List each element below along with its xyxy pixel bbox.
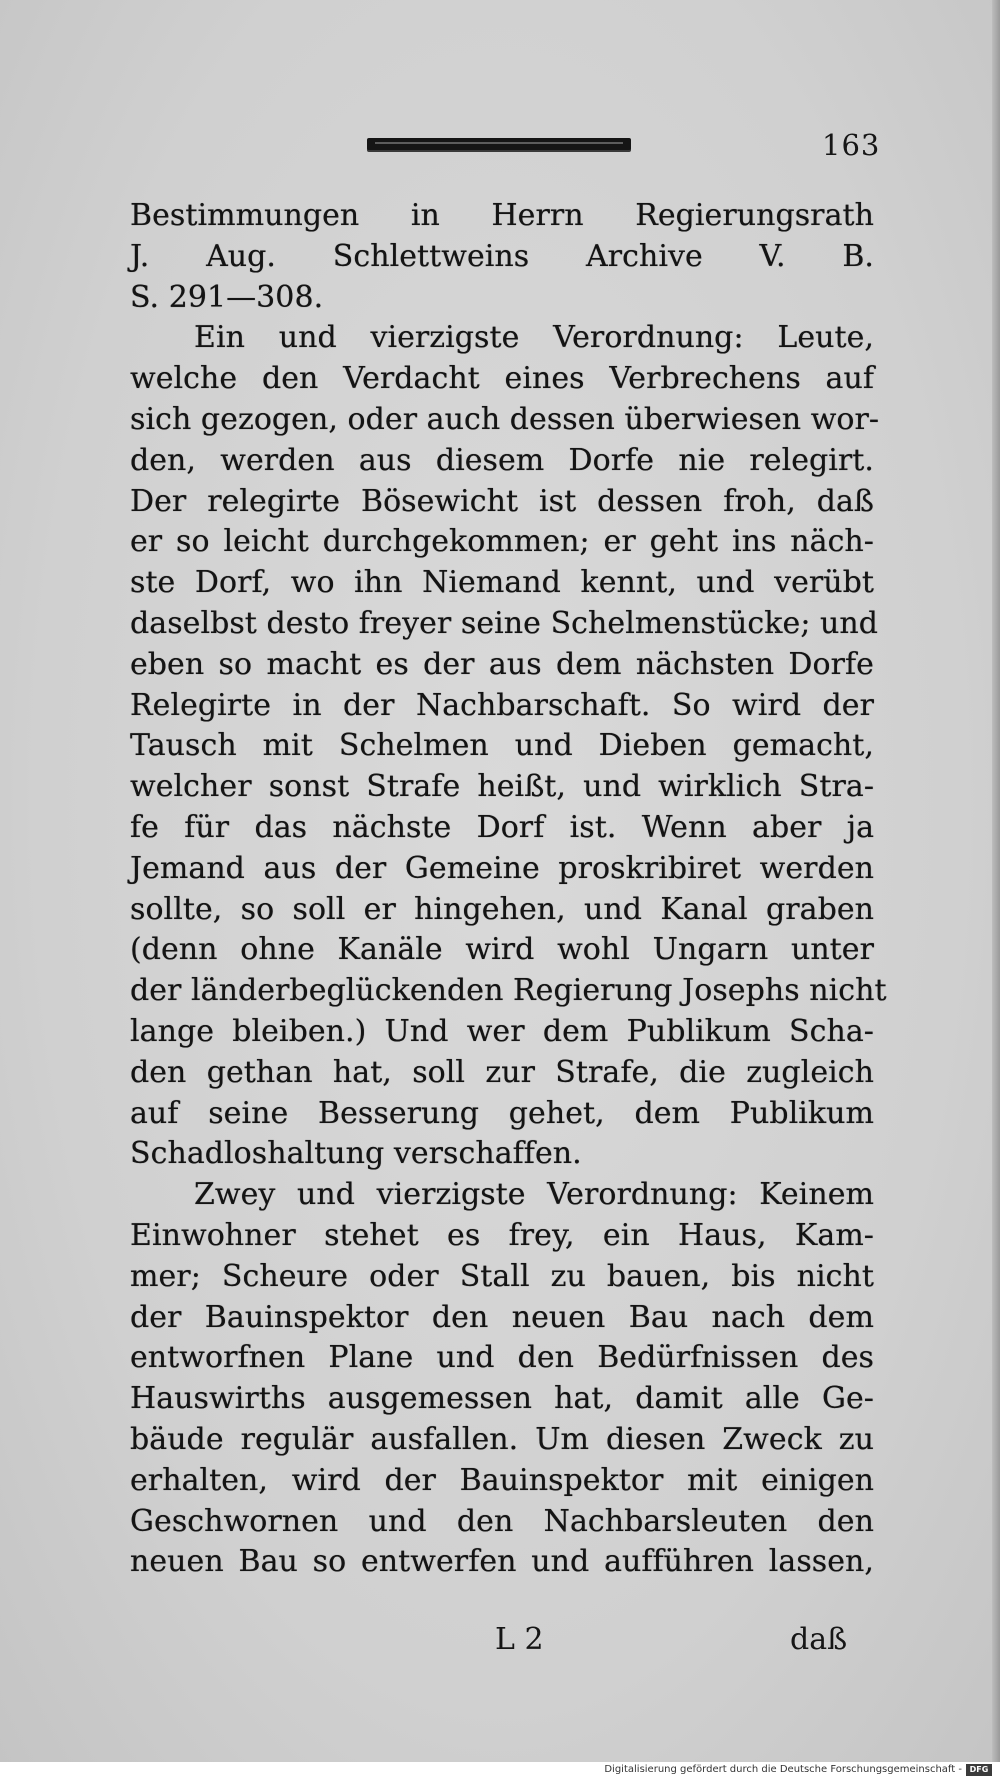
- text-line: Ein und vierzigste Verordnung: Leute,: [194, 320, 874, 356]
- text-line: fe für das nächste Dorf ist. Wenn aber ja: [130, 809, 874, 845]
- text-line: J. Aug. Schlettweins Archive V. B.: [130, 238, 874, 274]
- text-line: sollte, so soll er hingehen, und Kanal graben: [130, 891, 874, 927]
- signature-mark: L 2: [495, 1622, 544, 1657]
- text-line: Jemand aus der Gemeine proskribiret werden: [130, 850, 874, 886]
- text-line: Bestimmungen in Herrn Regierungsrath: [130, 198, 874, 233]
- text-line: Hauswirths ausgemessen hat, damit alle Ge-: [130, 1381, 874, 1417]
- text-line: Geschwornen und den Nachbarsleuten den: [130, 1503, 874, 1539]
- catchword: daß: [790, 1622, 848, 1657]
- text-line: entworfnen Plane und den Bedürfnissen des: [130, 1340, 874, 1376]
- text-line: den, werden aus diesem Dorfe nie relegirt.: [130, 442, 874, 478]
- text-line: der länderbeglückenden Regierung Josephs nicht: [130, 973, 887, 1009]
- text-line: daselbst desto freyer seine Schelmenstücke; und: [130, 605, 879, 641]
- text-line: Einwohner stehet es frey, ein Haus, Kam-: [130, 1217, 874, 1253]
- text-line: mer; Scheure oder Stall zu bauen, bis nicht: [130, 1258, 874, 1294]
- text-line: welcher sonst Strafe heißt, und wirklich Stra-: [130, 769, 874, 805]
- text-line: Tausch mit Schelmen und Dieben gemacht,: [130, 728, 874, 764]
- text-line: den gethan hat, soll zur Strafe, die zugleich: [130, 1054, 874, 1090]
- text-line: neuen Bau so entwerfen und aufführen lassen,: [130, 1544, 874, 1580]
- text-line: Zwey und vierzigste Verordnung: Keinem: [194, 1177, 874, 1213]
- text-line: bäude regulär ausfallen. Um diesen Zweck zu: [130, 1421, 874, 1457]
- text-line: lange bleiben.) Und wer dem Publikum Scha-: [130, 1013, 874, 1049]
- text-line: auf seine Besserung gehet, dem Publikum: [130, 1095, 874, 1131]
- body-text: [130, 196, 887, 1583]
- text-line: Der relegirte Bösewicht ist dessen froh, daß: [130, 483, 874, 519]
- text-line: Schadloshaltung verschaffen.: [130, 1136, 582, 1172]
- text-line: der Bauinspektor den neuen Bau nach dem: [130, 1299, 874, 1335]
- text-line: S. 291—308.: [130, 279, 324, 315]
- text-line: Relegirte in der Nachbarschaft. So wird der: [130, 687, 874, 723]
- page-number: 163: [822, 128, 881, 162]
- text-line: er so leicht durchgekommen; er geht ins näch-: [130, 524, 874, 560]
- text-line: welche den Verdacht eines Verbrechens auf: [130, 361, 874, 397]
- text-line: erhalten, wird der Bauinspektor mit einigen: [130, 1462, 874, 1498]
- header-rule: [367, 138, 631, 150]
- dfg-logo: DFG: [966, 1764, 992, 1776]
- text-line: ste Dorf, wo ihn Niemand kennt, und verübt: [130, 565, 874, 601]
- page-edge-shadow: [992, 0, 1000, 1778]
- text-line: sich gezogen, oder auch dessen überwiesen wor-: [130, 401, 880, 437]
- text-line: eben so macht es der aus dem nächsten Dorfe: [130, 646, 874, 682]
- footer-credit: Digitalisierung gefördert durch die Deutsche Forschungsgemeinschaft -: [604, 1764, 962, 1775]
- text-line: (denn ohne Kanäle wird wohl Ungarn unter: [130, 932, 874, 968]
